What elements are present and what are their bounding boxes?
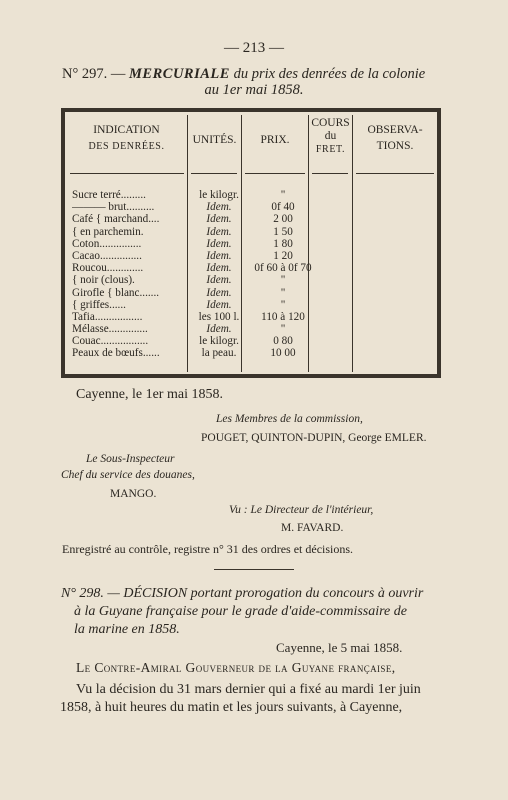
commodity-name: { noir (clous). bbox=[72, 274, 135, 287]
decision-body-line2: 1858, à huit heures du matin et les jours suivants, à Cayenne, bbox=[60, 700, 403, 715]
section-divider bbox=[214, 569, 294, 570]
header-underline-1 bbox=[70, 173, 184, 174]
table-row bbox=[72, 347, 432, 359]
commodity-name: { en parchemin. bbox=[72, 225, 144, 238]
table-row bbox=[72, 262, 432, 274]
commission-names: POUGET, QUINTON-DUPIN, George EMLER. bbox=[201, 432, 427, 444]
commodity-price: 0f 40 bbox=[271, 201, 295, 214]
commodity-unit: la peau. bbox=[201, 347, 237, 360]
commodity-name: { griffes...... bbox=[72, 298, 126, 311]
header-cours-line1: COURS bbox=[311, 117, 350, 129]
header-indication bbox=[66, 124, 187, 153]
commodity-price: 10 00 bbox=[270, 347, 296, 360]
commodity-unit: Idem. bbox=[206, 323, 232, 336]
sous-inspecteur-line1: Le Sous-Inspecteur bbox=[86, 453, 175, 465]
commodity-price: 1 20 bbox=[273, 249, 293, 262]
commodity-unit: Idem. bbox=[206, 249, 232, 262]
header-indication-line2: DES DENRÉES. bbox=[88, 141, 165, 152]
commodity-unit: Idem. bbox=[206, 262, 232, 275]
commodity-price: " bbox=[280, 274, 286, 287]
commodity-unit: Idem. bbox=[206, 274, 232, 287]
decision-gouverneur: Le Contre-Amiral Gouverneur de la Guyane française, bbox=[76, 660, 396, 675]
commodity-unit: Idem. bbox=[206, 213, 232, 226]
table-row bbox=[72, 213, 432, 225]
commodity-price: 1 80 bbox=[273, 237, 293, 250]
table-row bbox=[72, 250, 432, 262]
commodity-price: " bbox=[280, 298, 286, 311]
commission-label: Les Membres de la commission, bbox=[216, 413, 363, 425]
title-rest: du prix des denrées de la colonie bbox=[233, 66, 426, 82]
enregistre-note: Enregistré au contrôle, registre n° 31 des ordres et décisions. bbox=[62, 542, 354, 556]
commodity-price: 0f 60 à 0f 70 bbox=[254, 262, 312, 275]
commodity-unit: le kilogr. bbox=[199, 335, 239, 348]
document-title bbox=[62, 66, 425, 83]
page-number: — 213 — bbox=[224, 40, 284, 56]
table-row bbox=[72, 189, 432, 201]
vu-directeur: Vu : Le Directeur de l'intérieur, bbox=[229, 504, 374, 516]
table-row bbox=[72, 323, 432, 335]
commodity-price: " bbox=[280, 189, 286, 201]
title-keyword: MERCURIALE bbox=[129, 66, 230, 82]
commodity-name: Mélasse.............. bbox=[72, 323, 148, 336]
header-underline-4 bbox=[312, 173, 348, 174]
commodity-name: Coton............... bbox=[72, 237, 142, 250]
commodity-price: 1 50 bbox=[273, 225, 293, 238]
commodity-unit: Idem. bbox=[206, 225, 232, 238]
table-body bbox=[72, 189, 432, 360]
commodity-price: 2 00 bbox=[273, 213, 293, 226]
header-observations bbox=[353, 124, 437, 153]
commodity-price: 0 80 bbox=[273, 335, 293, 348]
commodity-price: 110 à 120 bbox=[261, 310, 305, 323]
commodity-name: Sucre terré......... bbox=[72, 189, 146, 201]
commodity-price: " bbox=[280, 286, 286, 299]
header-observations-line2: TIONS. bbox=[376, 140, 414, 152]
table-row bbox=[72, 299, 432, 311]
commodity-price: " bbox=[280, 323, 286, 336]
header-cours-line2: du bbox=[324, 130, 337, 142]
commodity-unit: le kilogr. bbox=[199, 189, 239, 201]
table-row bbox=[72, 335, 432, 347]
header-cours bbox=[309, 117, 352, 156]
table-row bbox=[72, 274, 432, 286]
table-row bbox=[72, 238, 432, 250]
title-number: N° 297. bbox=[62, 66, 108, 82]
header-underline-5 bbox=[356, 173, 434, 174]
decision-title-line3: la marine en 1858. bbox=[74, 622, 180, 637]
commodity-unit: les 100 l. bbox=[198, 310, 240, 323]
commodity-name: ——— brut.......... bbox=[72, 201, 155, 214]
header-cours-line3: FRET. bbox=[315, 144, 346, 155]
table-row bbox=[72, 226, 432, 238]
sous-inspecteur-line2: Chef du service des douanes, bbox=[61, 469, 195, 481]
commodity-name: Peaux de bœufs...... bbox=[72, 347, 160, 360]
place-date: Cayenne, le 1er mai 1858. bbox=[76, 387, 223, 402]
table-row bbox=[72, 201, 432, 213]
header-prix: PRIX. bbox=[260, 134, 290, 146]
signatory-mango: MANGO. bbox=[110, 488, 157, 500]
document-title-line2: au 1er mai 1858. bbox=[204, 82, 304, 98]
commodity-name: Cacao............... bbox=[72, 249, 142, 262]
header-observations-line1: OBSERVA- bbox=[367, 124, 423, 136]
commodity-unit: Idem. bbox=[206, 237, 232, 250]
commodity-unit: Idem. bbox=[206, 286, 232, 299]
commodity-name: Girofle { blanc....... bbox=[72, 286, 160, 299]
commodity-name: Tafia................. bbox=[72, 310, 143, 323]
table-row bbox=[72, 311, 432, 323]
commodity-name: Couac................. bbox=[72, 335, 149, 348]
decision-body-line1: Vu la décision du 31 mars dernier qui a fixé au mardi 1er juin bbox=[76, 682, 421, 697]
table-row bbox=[72, 287, 432, 299]
signatory-favard: M. FAVARD. bbox=[281, 522, 344, 534]
commodity-name: Roucou............. bbox=[72, 262, 144, 275]
decision-title-line1: N° 298. — DÉCISION portant prorogation du concours à ouvrir bbox=[61, 586, 424, 601]
header-indication-line1: INDICATION bbox=[93, 124, 160, 136]
title-dash: — bbox=[110, 66, 126, 82]
decision-date: Cayenne, le 5 mai 1858. bbox=[276, 640, 403, 655]
commodity-unit: Idem. bbox=[206, 298, 232, 311]
commodity-unit: Idem. bbox=[206, 201, 232, 214]
commodity-name: Café { marchand.... bbox=[72, 213, 160, 226]
decision-title-line2: à la Guyane française pour le grade d'aide-commissaire de bbox=[74, 604, 407, 619]
header-underline-2 bbox=[191, 173, 237, 174]
header-underline-3 bbox=[245, 173, 305, 174]
header-unites: UNITÉS. bbox=[192, 134, 237, 146]
